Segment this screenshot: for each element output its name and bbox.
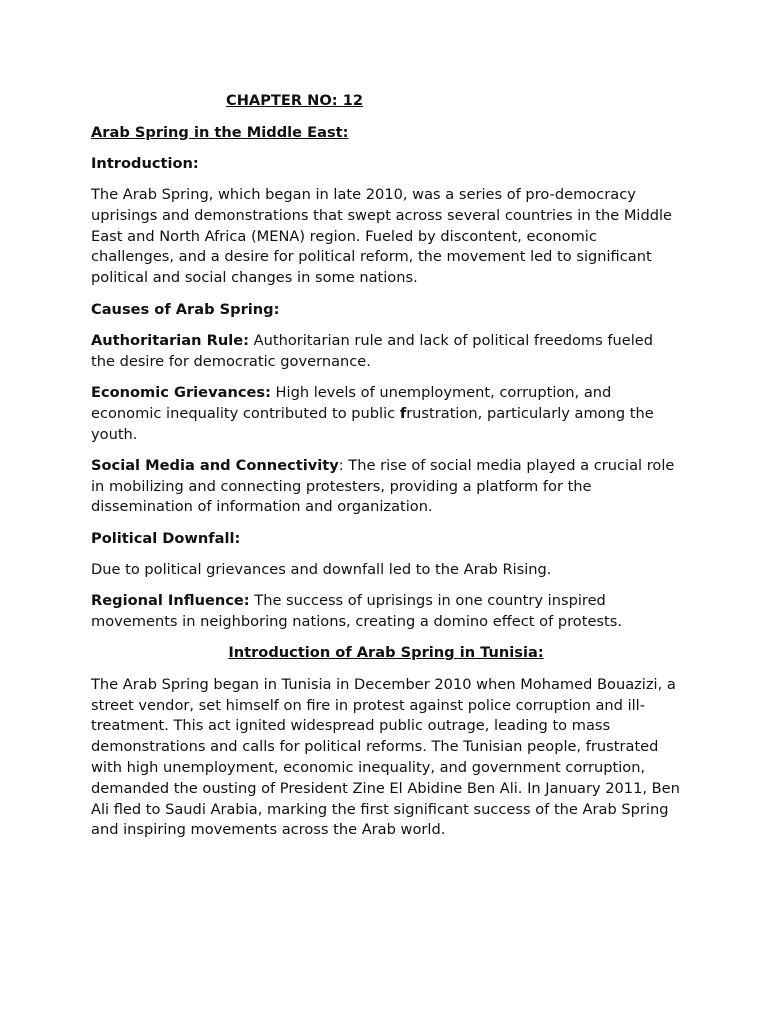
regional-label: Regional Influence: [91,592,250,610]
political-downfall-heading: Political Downfall: [91,529,241,547]
regional-text: The success of uprisings in one country inspired movements in neighboring nations, creating a domino effect of protests. [91,592,622,631]
chapter-title: CHAPTER NO: 12 [226,92,364,109]
intro-paragraph: The Arab Spring, which began in late 2010, was a series of pro-democracy uprisings and demonstrations that swept across several countries in the Middle East and North Africa (MENA) region. Fueled by discontent, economic challenges, and a desire for political reform, the movement led to significant political and social changes in some nations. [91,186,673,287]
document-page [91,90,681,852]
causes-heading: Causes of Arab Spring: [91,300,280,318]
authoritarian-text: Authoritarian rule and lack of political freedoms fueled the desire for democratic governance. [91,331,654,370]
regional-paragraph [91,591,681,633]
political-downfall-paragraph: Due to political grievances and downfall led to the Arab Rising. [91,561,552,579]
tunisia-paragraph: The Arab Spring began in Tunisia in December 2010 when Mohamed Bouazizi, a street vendor, set himself on fire in protest against police corruption and ill-treatment. This act ignited widespread public outrage, leading to mass demonstrations and calls for political reforms. The Tunisian people, frustrated with high unemployment, economic inequality, and government corruption, demanded the ousting of President Zine El Abidine Ben Ali. In January 2011, Ben Ali fled to Saudi Arabia, marking the first significant success of the Arab Spring and inspiring movements across the Arab world. [91,675,680,839]
economic-text-after: rustration, particularly among the youth. [91,404,654,443]
authoritarian-label: Authoritarian Rule: [91,331,249,349]
economic-paragraph [91,383,681,445]
main-heading: Arab Spring in the Middle East: [91,123,349,141]
economic-bold-letter: f [399,404,407,422]
social-media-text: : The rise of social media played a crucial role in mobilizing and connecting protesters, providing a platform for the dissemination of information and organization. [91,456,675,516]
intro-heading: Introduction: [91,154,199,172]
authoritarian-paragraph [91,331,681,373]
tunisia-heading: Introduction of Arab Spring in Tunisia: [228,644,544,662]
social-media-paragraph [91,456,681,518]
social-media-label: Social Media and Connectivity [91,456,339,474]
economic-label: Economic Grievances: [91,383,271,401]
economic-text-before: High levels of unemployment, corruption, and economic inequality contributed to public [91,383,612,422]
